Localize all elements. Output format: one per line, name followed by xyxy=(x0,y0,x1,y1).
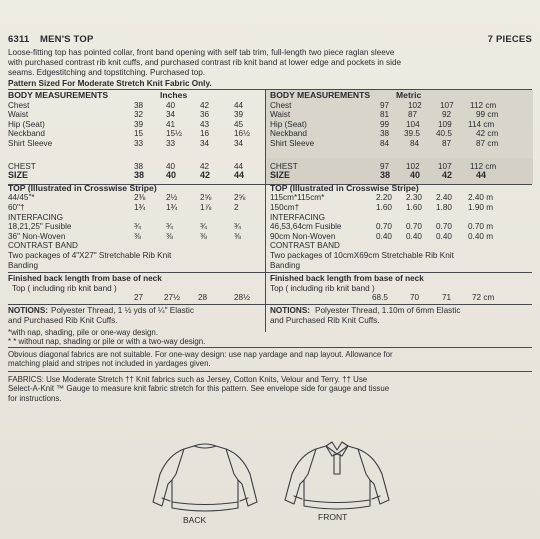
cell: 34 xyxy=(234,138,244,148)
notions-label: NOTIONS: xyxy=(270,306,311,315)
chest-row xyxy=(270,162,532,172)
cell: 38 xyxy=(134,161,144,171)
cell: 40 xyxy=(166,161,176,171)
row-label: 18,21,25" Fusible xyxy=(8,222,72,232)
cell: 84 xyxy=(410,138,420,148)
cell: 0.40 xyxy=(376,231,392,241)
cell: 0.70 xyxy=(376,222,392,232)
row-label: Neckband xyxy=(8,129,45,139)
cell: ⅜ xyxy=(166,231,173,241)
cell: 28½ xyxy=(234,293,250,303)
cell: 45 xyxy=(234,119,244,129)
cell: 42 xyxy=(200,161,210,171)
description xyxy=(8,48,534,89)
cell: 38 xyxy=(134,100,144,110)
text-line: Polyester Thread, 1 ½ yds of ¼" Elastic xyxy=(51,306,194,315)
text-line: Two packages of 4"X27" Stretchable Rib Knit xyxy=(8,250,172,260)
cell: 2⅝ xyxy=(234,193,246,203)
cell: 87 xyxy=(408,110,418,120)
cell: 38 xyxy=(380,129,390,139)
text-line: and Purchased Rib Knit Cuffs. xyxy=(8,315,118,325)
cell: 2⅝ xyxy=(200,193,212,203)
description-line: Loose-fitting top has pointed collar, front band opening with self tab trim, full-length two piece raglan sleeve xyxy=(8,48,395,57)
finished-sub xyxy=(270,284,532,294)
cell: 0.70 xyxy=(406,222,422,232)
pieces-count: 7 PIECES xyxy=(487,34,532,45)
yardage-row xyxy=(270,203,532,213)
cell: 36 xyxy=(200,110,210,120)
cell: 114 cm xyxy=(468,119,495,129)
row-label: Waist xyxy=(8,110,29,120)
finished-values xyxy=(8,293,262,303)
row-label: 90cm Non-Woven xyxy=(270,231,336,241)
cell: 109 xyxy=(438,119,452,129)
section-title: CONTRAST BAND xyxy=(8,241,78,251)
cell: 104 xyxy=(406,119,420,129)
cell: ¾ xyxy=(200,222,207,232)
note-line: Obvious diagonal fabrics are not suitable. For one-way design: use nap yardage and nap layout. Allowance for xyxy=(8,350,393,359)
cell: 2⅜ xyxy=(134,193,146,203)
cell: 28 xyxy=(198,293,208,303)
cell: 40 xyxy=(166,100,176,110)
finished-length-inches xyxy=(8,274,262,303)
interfacing-row xyxy=(270,222,532,232)
interfacing-row xyxy=(8,222,262,232)
size-row xyxy=(8,171,262,181)
cell: 81 xyxy=(380,110,390,120)
cell: 68.5 xyxy=(372,293,388,303)
cell: 87 cm xyxy=(476,138,499,148)
finished-title xyxy=(270,274,532,284)
pattern-number: 6311 xyxy=(8,34,30,45)
section-title: INTERFACING xyxy=(8,212,64,222)
cell: 1¾ xyxy=(166,202,178,212)
cell: 0.40 m xyxy=(468,231,494,241)
cell: 42 xyxy=(200,170,211,181)
cell: 15 xyxy=(134,129,144,139)
cell: 71 xyxy=(442,293,452,303)
cell: 40.5 xyxy=(436,129,452,139)
cell: 102 xyxy=(408,100,422,110)
note-line: FABRICS: Use Moderate Stretch †† Knit fabrics such as Jersey, Cotton Knits, Velour and Terry. †† Use xyxy=(8,375,368,384)
divider xyxy=(8,371,532,372)
front-view-illustration xyxy=(282,440,392,516)
notions-line xyxy=(8,306,262,316)
yardage-row xyxy=(8,203,262,213)
row-label: Hip (Seat) xyxy=(8,119,45,129)
footnote-line: *with nap, shading, pile or one-way design. xyxy=(8,328,159,337)
cell: 38 xyxy=(134,170,145,181)
cell: 70 xyxy=(410,293,420,303)
cell: 2 xyxy=(234,202,239,212)
cell: 34 xyxy=(166,110,176,120)
cell: 2½ xyxy=(166,193,178,203)
column-divider xyxy=(265,89,266,332)
cell: 2.30 xyxy=(406,193,422,203)
row-label: 44/45"* xyxy=(8,193,35,203)
interfacing-title xyxy=(270,213,532,223)
notions-label: NOTIONS: xyxy=(8,306,49,315)
cell: 1.60 xyxy=(406,202,422,212)
cell: 44 xyxy=(234,100,244,110)
section-title: TOP (Illustrated in Crosswise Stripe) xyxy=(270,182,419,193)
cell: 16 xyxy=(200,129,210,139)
top-title xyxy=(270,184,532,194)
metric-column xyxy=(270,91,532,270)
cell: 27½ xyxy=(164,293,180,303)
divider xyxy=(8,272,532,273)
cell: 44 xyxy=(476,170,487,181)
body-measurements-title: BODY MEASUREMENTS xyxy=(270,90,371,100)
section-title: TOP (Illustrated in Crosswise Stripe) xyxy=(8,182,157,193)
row-label: Shirt Sleeve xyxy=(8,138,53,148)
finished-sub xyxy=(8,284,262,294)
description-line: with purchased contrast rib knit cuffs, and purchased contrast rib knit band at lower edge and pockets in side xyxy=(8,58,402,68)
cell: 107 xyxy=(440,100,454,110)
cell: 2.40 m xyxy=(468,193,494,203)
row-label: 36" Non-Woven xyxy=(8,231,66,241)
measure-row xyxy=(270,129,532,139)
cell: ¾ xyxy=(134,222,141,232)
cell: 39 xyxy=(134,119,144,129)
row-label: Neckband xyxy=(270,129,307,139)
back-label: BACK xyxy=(183,515,207,525)
cell: 15½ xyxy=(166,129,182,139)
cell: 0.40 xyxy=(406,231,422,241)
fabrics-note xyxy=(8,375,534,403)
measure-row xyxy=(8,129,262,139)
cell: 16½ xyxy=(234,129,250,139)
cell: 0.70 xyxy=(436,222,452,232)
finished-values xyxy=(270,293,532,303)
contrast-text xyxy=(270,251,532,261)
top-title xyxy=(8,184,262,194)
row-label: 46,53,64cm Fusible xyxy=(270,222,342,232)
body-measurements-header xyxy=(270,91,532,101)
interfacing-row xyxy=(270,232,532,242)
finished-title xyxy=(8,274,262,284)
contrast-text xyxy=(8,251,262,261)
text-line: Banding xyxy=(8,260,39,270)
cell: 112 cm xyxy=(470,161,497,171)
interfacing-title xyxy=(8,213,262,223)
cell: 1.90 m xyxy=(468,202,494,212)
cell: 33 xyxy=(166,138,176,148)
pattern-sized-note: Pattern Sized For Moderate Stretch Knit Fabric Only. xyxy=(8,78,212,88)
nap-footnote xyxy=(8,328,205,347)
contrast-text xyxy=(8,261,262,271)
notions-inches xyxy=(8,306,262,325)
row-label: Hip (Seat) xyxy=(270,119,307,129)
cell: 40 xyxy=(166,170,177,181)
cell: 97 xyxy=(380,100,390,110)
yardage-row xyxy=(270,193,532,203)
notions-line xyxy=(270,316,532,326)
cell: 41 xyxy=(166,119,176,129)
measure-row xyxy=(270,139,532,149)
cell: 32 xyxy=(134,110,144,120)
note-line: matching plaid and stripes not included in yardages given. xyxy=(8,359,211,369)
inches-column xyxy=(8,91,262,270)
section-title: Finished back length from base of neck xyxy=(8,274,162,283)
cell: 107 xyxy=(438,161,452,171)
text-line: Two packages of 10cmX69cm Stretchable Rib Knit xyxy=(270,250,454,260)
cell: 42 cm xyxy=(476,129,499,139)
cell: 43 xyxy=(200,119,210,129)
note-line: for instructions. xyxy=(8,393,62,403)
measure-row xyxy=(8,110,262,120)
notions-line xyxy=(8,316,262,326)
cell: 42 xyxy=(442,170,453,181)
contrast-text xyxy=(270,261,532,271)
divider xyxy=(8,347,532,348)
text-line: Top ( including rib knit band ) xyxy=(12,283,117,293)
cell: 27 xyxy=(134,293,144,303)
cell: 1⅞ xyxy=(200,202,212,212)
unit-label: Inches xyxy=(160,90,188,100)
cell: ⅜ xyxy=(134,231,141,241)
text-line: Polyester Thread, 1.10m of 6mm Elastic xyxy=(315,306,461,315)
divider xyxy=(8,304,532,305)
cell: ⅜ xyxy=(234,231,241,241)
cell: 34 xyxy=(200,138,210,148)
diagonal-note xyxy=(8,350,534,369)
front-label: FRONT xyxy=(318,512,348,522)
cell: 0.40 xyxy=(436,231,452,241)
interfacing-row xyxy=(8,232,262,242)
section-title: INTERFACING xyxy=(270,212,326,222)
cell: 39.5 xyxy=(404,129,420,139)
row-label: SIZE xyxy=(270,170,291,181)
note-line: Select-A-Knit ™ Gauge to measure knit fabric stretch for this pattern. See envelope side for gauge and tissue xyxy=(8,384,390,394)
contrast-title xyxy=(270,241,532,251)
section-title: Finished back length from base of neck xyxy=(270,274,424,283)
row-label: 60"† xyxy=(8,202,25,212)
cell: 33 xyxy=(134,138,144,148)
cell: 92 xyxy=(442,110,452,120)
cell: 112 cm xyxy=(470,100,497,110)
section-title: CONTRAST BAND xyxy=(270,241,340,251)
cell: 1.60 xyxy=(376,202,392,212)
text-line: Top ( including rib knit band ) xyxy=(270,283,375,293)
measure-row xyxy=(270,101,532,111)
cell: 44 xyxy=(234,161,244,171)
yardage-row xyxy=(8,193,262,203)
cell: 42 xyxy=(200,100,210,110)
cell: 102 xyxy=(406,161,420,171)
notions-metric xyxy=(270,306,532,325)
cell: 1.80 xyxy=(436,202,452,212)
row-label: CHEST xyxy=(270,161,298,171)
row-label: Chest xyxy=(8,100,30,110)
cell: 84 xyxy=(380,138,390,148)
description-line: seams. Edgestitching and topstitching. Purchased top. xyxy=(8,68,206,78)
contrast-title xyxy=(8,241,262,251)
cell: 2.20 xyxy=(376,193,392,203)
cell: 2.40 xyxy=(436,193,452,203)
footnote-line: * * without nap, shading or pile or with a two-way design. xyxy=(8,337,206,347)
cell: 99 cm xyxy=(476,110,499,120)
size-row xyxy=(270,171,532,181)
cell: ¾ xyxy=(166,222,173,232)
row-label: Shirt Sleeve xyxy=(270,138,315,148)
unit-label: Metric xyxy=(396,90,422,100)
cell: 40 xyxy=(410,170,421,181)
back-view-illustration xyxy=(150,440,260,518)
measure-row xyxy=(8,139,262,149)
body-measurements-title: BODY MEASUREMENTS xyxy=(8,90,109,100)
cell: 44 xyxy=(234,170,245,181)
row-label: SIZE xyxy=(8,170,29,181)
cell: 99 xyxy=(380,119,390,129)
cell: 0.70 m xyxy=(468,222,494,232)
text-line: Banding xyxy=(270,260,301,270)
cell: ⅜ xyxy=(200,231,207,241)
row-label: 115cm*115cm* xyxy=(270,193,325,203)
cell: 1¾ xyxy=(134,202,146,212)
cell: 38 xyxy=(380,170,391,181)
pattern-title: MEN'S TOP xyxy=(40,34,94,45)
cell: ¾ xyxy=(234,222,241,232)
finished-length-metric xyxy=(270,274,532,303)
measure-row xyxy=(270,110,532,120)
row-label: CHEST xyxy=(8,161,36,171)
body-measurements-header xyxy=(8,91,262,101)
row-label: Waist xyxy=(270,110,291,120)
cell: 87 xyxy=(442,138,452,148)
cell: 97 xyxy=(380,161,390,171)
cell: 39 xyxy=(234,110,244,120)
row-label: Chest xyxy=(270,100,292,110)
measure-row xyxy=(270,120,532,130)
cell: 72 cm xyxy=(472,293,495,303)
measure-row xyxy=(8,101,262,111)
measure-row xyxy=(8,120,262,130)
row-label: 150cm† xyxy=(270,202,300,212)
notions-line xyxy=(270,306,532,316)
text-line: and Purchased Rib Knit Cuffs. xyxy=(270,315,380,325)
